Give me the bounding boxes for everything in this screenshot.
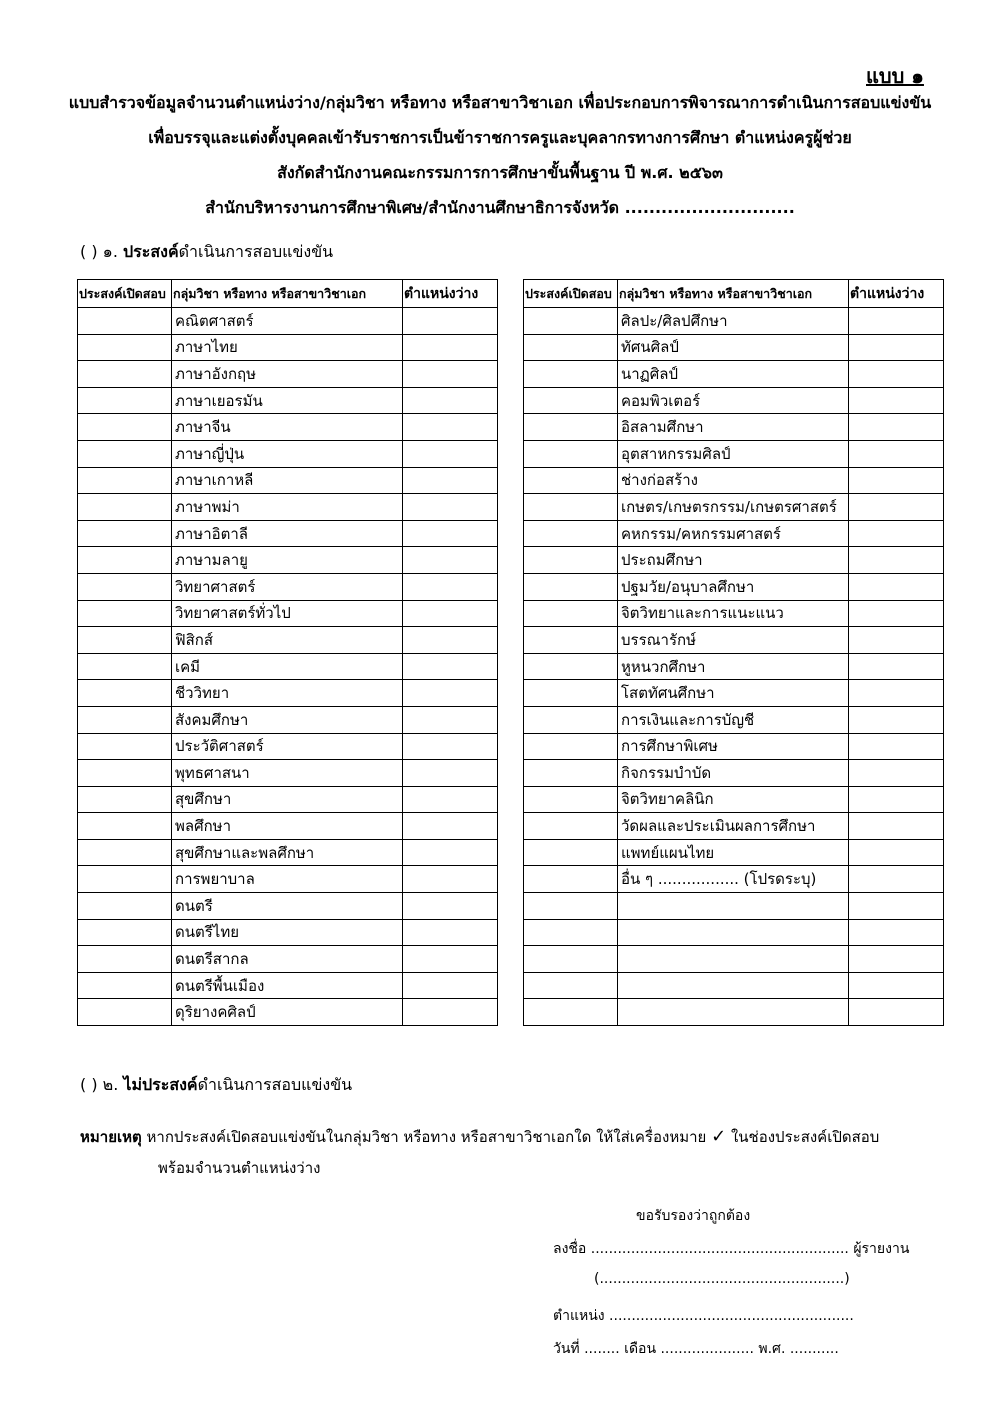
right-table-row <box>524 653 944 680</box>
open-exam-cell[interactable] <box>524 520 618 547</box>
left-table-row <box>78 414 498 441</box>
vacancy-cell[interactable] <box>403 866 498 893</box>
open-exam-cell[interactable] <box>78 760 172 787</box>
subject-cell: การศึกษาพิเศษ <box>618 733 849 760</box>
right-table-row <box>524 786 944 813</box>
vacancy-cell[interactable] <box>849 919 944 946</box>
open-exam-cell[interactable] <box>524 600 618 627</box>
open-exam-cell[interactable] <box>524 706 618 733</box>
vacancy-cell[interactable] <box>403 573 498 600</box>
left-table-row <box>78 334 498 361</box>
vacancy-cell[interactable] <box>403 919 498 946</box>
open-exam-cell[interactable] <box>524 919 618 946</box>
open-exam-cell[interactable] <box>524 972 618 999</box>
right-table-row <box>524 946 944 973</box>
vacancy-cell[interactable] <box>403 361 498 388</box>
subject-cell: ภาษาไทย <box>172 334 403 361</box>
open-exam-cell[interactable] <box>78 813 172 840</box>
open-exam-cell[interactable] <box>78 786 172 813</box>
vacancy-cell[interactable] <box>849 813 944 840</box>
subject-cell: บรรณารักษ์ <box>618 627 849 654</box>
header-line-3: สังกัดสำนักงานคณะกรรมการการศึกษาขั้นพื้นฐาน ปี พ.ศ. ๒๕๖๓ <box>277 163 723 182</box>
subject-cell: พุทธศาสนา <box>172 760 403 787</box>
vacancy-cell[interactable] <box>849 999 944 1026</box>
vacancy-cell[interactable] <box>403 494 498 521</box>
vacancy-cell[interactable] <box>849 520 944 547</box>
open-exam-cell[interactable] <box>524 680 618 707</box>
subject-cell: วิทยาศาสตร์ <box>172 573 403 600</box>
vacancy-cell[interactable] <box>849 440 944 467</box>
open-exam-cell[interactable] <box>78 494 172 521</box>
vacancy-cell[interactable] <box>849 627 944 654</box>
col-vacancy-header: ตำแหน่งว่าง <box>849 280 944 308</box>
subject-cell: ภาษาเกาหลี <box>172 467 403 494</box>
vacancy-cell[interactable] <box>403 946 498 973</box>
vacancy-cell[interactable] <box>403 786 498 813</box>
vacancy-cell[interactable] <box>403 600 498 627</box>
vacancy-cell[interactable] <box>403 999 498 1026</box>
right-subject-table <box>523 279 944 1026</box>
subject-cell: ชีววิทยา <box>172 680 403 707</box>
open-exam-cell[interactable] <box>524 334 618 361</box>
option-2-number: ๒. <box>102 1075 119 1094</box>
subject-cell: วัดผลและประเมินผลการศึกษา <box>618 813 849 840</box>
subject-cell: ดุริยางคศิลป์ <box>172 999 403 1026</box>
right-table-row <box>524 440 944 467</box>
option-2-rest: ดำเนินการสอบแข่งขัน <box>197 1075 353 1094</box>
open-exam-cell[interactable] <box>78 547 172 574</box>
right-table-header <box>524 280 944 308</box>
form-number: แบบ ๑ <box>866 64 924 88</box>
subject-cell: ประถมศึกษา <box>618 547 849 574</box>
left-table-row <box>78 866 498 893</box>
left-table-row <box>78 494 498 521</box>
subject-cell: ภาษาจีน <box>172 414 403 441</box>
vacancy-cell[interactable] <box>849 387 944 414</box>
option-1-number: ๑. <box>102 242 118 261</box>
open-exam-cell[interactable] <box>524 627 618 654</box>
subject-cell: ภาษาญี่ปุ่น <box>172 440 403 467</box>
open-exam-cell[interactable] <box>524 440 618 467</box>
vacancy-cell[interactable] <box>849 893 944 920</box>
vacancy-cell[interactable] <box>849 547 944 574</box>
right-table-row <box>524 547 944 574</box>
subject-cell <box>618 946 849 973</box>
subject-cell: การเงินและการบัญชี <box>618 706 849 733</box>
open-exam-cell[interactable] <box>524 387 618 414</box>
date-line[interactable]: วันที่ ........ เดือน ..................... พ.ศ. ........... <box>553 1341 839 1357</box>
vacancy-cell[interactable] <box>403 467 498 494</box>
left-table-header <box>78 280 498 308</box>
header-line-1: แบบสำรวจข้อมูลจำนวนตำแหน่งว่าง/กลุ่มวิชา หรือทาง หรือสาขาวิชาเอก เพื่อประกอบการพิจารณาการดำเนินการสอบแข่งขัน <box>68 93 932 112</box>
left-table-row <box>78 653 498 680</box>
open-exam-cell[interactable] <box>78 893 172 920</box>
open-exam-cell[interactable] <box>524 813 618 840</box>
note-text-1: หากประสงค์เปิดสอบแข่งขันในกลุ่มวิชา หรือทาง หรือสาขาวิชาเอกใด ให้ใส่เครื่องหมาย <box>146 1128 707 1146</box>
signer-name-line[interactable]: (.......................................................) <box>594 1271 850 1287</box>
left-table-row <box>78 946 498 973</box>
note-label: หมายเหตุ <box>80 1128 142 1146</box>
open-exam-cell[interactable] <box>524 760 618 787</box>
open-exam-cell[interactable] <box>524 999 618 1026</box>
right-table-row <box>524 813 944 840</box>
subject-cell: เคมี <box>172 653 403 680</box>
left-table-row <box>78 600 498 627</box>
right-table-row <box>524 627 944 654</box>
header-line-2: เพื่อบรรจุและแต่งตั้งบุคคลเข้ารับราชการเป็นข้าราชการครูและบุคลากรทางการศึกษา ตำแหน่งครูผู้ช่วย <box>148 128 852 147</box>
position-line[interactable]: ตำแหน่ง ....................................................... <box>553 1308 854 1324</box>
subject-cell: ปฐมวัย/อนุบาลศึกษา <box>618 573 849 600</box>
subject-cell: ภาษามลายู <box>172 547 403 574</box>
open-exam-cell[interactable] <box>78 946 172 973</box>
subject-cell: คหกรรม/คหกรรมศาสตร์ <box>618 520 849 547</box>
left-table-row <box>78 760 498 787</box>
subject-cell: ดนตรี <box>172 893 403 920</box>
open-exam-cell[interactable] <box>78 308 172 335</box>
vacancy-cell[interactable] <box>849 839 944 866</box>
vacancy-cell[interactable] <box>849 600 944 627</box>
vacancy-cell[interactable] <box>849 653 944 680</box>
open-exam-cell[interactable] <box>524 786 618 813</box>
subject-cell: วิทยาศาสตร์ทั่วไป <box>172 600 403 627</box>
right-table-row <box>524 494 944 521</box>
vacancy-cell[interactable] <box>849 760 944 787</box>
subject-cell: ดนตรีพื้นเมือง <box>172 972 403 999</box>
subject-cell: คอมพิวเตอร์ <box>618 387 849 414</box>
right-table-row <box>524 733 944 760</box>
open-exam-cell[interactable] <box>78 387 172 414</box>
option-1-rest: ดำเนินการสอบแข่งขัน <box>178 242 334 261</box>
open-exam-cell[interactable] <box>524 893 618 920</box>
subject-cell: โสตทัศนศึกษา <box>618 680 849 707</box>
subject-cell: จิตวิทยาและการแนะแนว <box>618 600 849 627</box>
vacancy-cell[interactable] <box>403 839 498 866</box>
vacancy-cell[interactable] <box>849 866 944 893</box>
col-subject-header: กลุ่มวิชา หรือทาง หรือสาขาวิชาเอก <box>618 280 849 308</box>
vacancy-cell[interactable] <box>849 706 944 733</box>
open-exam-cell[interactable] <box>524 653 618 680</box>
open-exam-cell[interactable] <box>524 547 618 574</box>
subject-cell <box>618 893 849 920</box>
vacancy-cell[interactable] <box>403 972 498 999</box>
open-exam-cell[interactable] <box>524 733 618 760</box>
subject-cell: แพทย์แผนไทย <box>618 839 849 866</box>
left-table-row <box>78 706 498 733</box>
open-exam-cell[interactable] <box>524 308 618 335</box>
left-table-row <box>78 733 498 760</box>
left-table-row <box>78 893 498 920</box>
vacancy-cell[interactable] <box>849 308 944 335</box>
vacancy-cell[interactable] <box>403 414 498 441</box>
subject-cell: สุขศึกษา <box>172 786 403 813</box>
right-table-row <box>524 600 944 627</box>
vacancy-cell[interactable] <box>849 573 944 600</box>
option-1-bold: ประสงค์ <box>123 242 179 261</box>
open-exam-cell[interactable] <box>524 467 618 494</box>
right-table-row <box>524 706 944 733</box>
vacancy-cell[interactable] <box>403 893 498 920</box>
left-table-row <box>78 440 498 467</box>
open-exam-cell[interactable] <box>78 627 172 654</box>
open-exam-cell[interactable] <box>78 520 172 547</box>
open-exam-cell[interactable] <box>78 972 172 999</box>
vacancy-cell[interactable] <box>849 361 944 388</box>
vacancy-cell[interactable] <box>403 627 498 654</box>
right-table-row <box>524 387 944 414</box>
subject-cell <box>618 919 849 946</box>
subject-cell: สุขศึกษาและพลศึกษา <box>172 839 403 866</box>
right-table-row <box>524 467 944 494</box>
open-exam-cell[interactable] <box>78 653 172 680</box>
open-exam-cell[interactable] <box>78 334 172 361</box>
vacancy-cell[interactable] <box>849 786 944 813</box>
subject-cell: กิจกรรมบำบัด <box>618 760 849 787</box>
left-table-row <box>78 680 498 707</box>
right-table-row <box>524 760 944 787</box>
open-exam-cell[interactable] <box>78 733 172 760</box>
vacancy-cell[interactable] <box>403 680 498 707</box>
vacancy-cell[interactable] <box>849 494 944 521</box>
left-table-row <box>78 467 498 494</box>
col-open-exam-header: ประสงค์เปิดสอบ <box>524 280 618 308</box>
left-subject-table <box>77 279 498 1026</box>
vacancy-cell[interactable] <box>849 946 944 973</box>
subject-cell: หูหนวกศึกษา <box>618 653 849 680</box>
note-line-2: พร้อมจำนวนตำแหน่งว่าง <box>158 1159 321 1177</box>
subject-cell: ดนตรีไทย <box>172 919 403 946</box>
check-mark-icon: ✓ <box>711 1126 727 1147</box>
vacancy-cell[interactable] <box>403 387 498 414</box>
subject-cell: ภาษาอังกฤษ <box>172 361 403 388</box>
subject-cell <box>618 972 849 999</box>
right-table-row <box>524 414 944 441</box>
left-table-row <box>78 308 498 335</box>
option-2-bold: ไม่ประสงค์ <box>123 1075 198 1094</box>
right-table-row <box>524 893 944 920</box>
vacancy-cell[interactable] <box>403 440 498 467</box>
vacancy-cell[interactable] <box>849 733 944 760</box>
open-exam-cell[interactable] <box>78 706 172 733</box>
open-exam-cell[interactable] <box>78 999 172 1026</box>
open-exam-cell[interactable] <box>524 414 618 441</box>
subject-cell: อื่น ๆ ................. (โปรดระบุ) <box>618 866 849 893</box>
right-table-row <box>524 999 944 1026</box>
open-exam-cell[interactable] <box>78 467 172 494</box>
open-exam-cell[interactable] <box>78 680 172 707</box>
open-exam-cell[interactable] <box>524 866 618 893</box>
open-exam-cell[interactable] <box>78 440 172 467</box>
vacancy-cell[interactable] <box>403 334 498 361</box>
vacancy-cell[interactable] <box>403 520 498 547</box>
right-table-row <box>524 308 944 335</box>
subject-cell: สังคมศึกษา <box>172 706 403 733</box>
signature-line[interactable]: ลงชื่อ .......................................................... ผู้รายงาน <box>553 1241 910 1257</box>
subject-cell: คณิตศาสตร์ <box>172 308 403 335</box>
open-exam-cell[interactable] <box>78 361 172 388</box>
vacancy-cell[interactable] <box>403 733 498 760</box>
subject-cell: ภาษาเยอรมัน <box>172 387 403 414</box>
left-table-row <box>78 786 498 813</box>
subject-cell: ภาษาพม่า <box>172 494 403 521</box>
open-exam-cell[interactable] <box>78 573 172 600</box>
left-table-row <box>78 627 498 654</box>
subject-cell: อุตสาหกรรมศิลป์ <box>618 440 849 467</box>
option-1[interactable] <box>80 240 333 265</box>
subject-cell: ศิลปะ/ศิลปศึกษา <box>618 308 849 335</box>
left-table-row <box>78 999 498 1026</box>
subject-cell: อิสลามศึกษา <box>618 414 849 441</box>
vacancy-cell[interactable] <box>403 706 498 733</box>
open-exam-cell[interactable] <box>78 839 172 866</box>
subject-cell: ประวัติศาสตร์ <box>172 733 403 760</box>
option-2-bracket: ( ) <box>80 1075 98 1094</box>
vacancy-cell[interactable] <box>849 467 944 494</box>
open-exam-cell[interactable] <box>524 839 618 866</box>
right-table-row <box>524 839 944 866</box>
subject-cell: ภาษาอิตาลี <box>172 520 403 547</box>
open-exam-cell[interactable] <box>524 361 618 388</box>
subject-cell: ช่างก่อสร้าง <box>618 467 849 494</box>
option-1-bracket: ( ) <box>80 242 98 261</box>
vacancy-cell[interactable] <box>849 414 944 441</box>
vacancy-cell[interactable] <box>403 547 498 574</box>
subject-cell <box>618 999 849 1026</box>
subject-cell: นาฏศิลป์ <box>618 361 849 388</box>
left-table-row <box>78 919 498 946</box>
vacancy-cell[interactable] <box>849 680 944 707</box>
note-text-2: ในช่องประสงค์เปิดสอบ <box>730 1128 880 1146</box>
open-exam-cell[interactable] <box>78 919 172 946</box>
col-subject-header: กลุ่มวิชา หรือทาง หรือสาขาวิชาเอก <box>172 280 403 308</box>
subject-cell: ทัศนศิลป์ <box>618 334 849 361</box>
vacancy-cell[interactable] <box>403 760 498 787</box>
col-open-exam-header: ประสงค์เปิดสอบ <box>78 280 172 308</box>
subject-cell: ดนตรีสากล <box>172 946 403 973</box>
open-exam-cell[interactable] <box>78 866 172 893</box>
right-table-row <box>524 573 944 600</box>
col-vacancy-header: ตำแหน่งว่าง <box>403 280 498 308</box>
open-exam-cell[interactable] <box>524 946 618 973</box>
right-table-row <box>524 361 944 388</box>
right-table-row <box>524 680 944 707</box>
note-line-1 <box>80 1125 879 1149</box>
vacancy-cell[interactable] <box>403 653 498 680</box>
option-2[interactable] <box>80 1073 352 1098</box>
vacancy-cell[interactable] <box>849 334 944 361</box>
open-exam-cell[interactable] <box>78 414 172 441</box>
right-table-row <box>524 520 944 547</box>
right-table-row <box>524 334 944 361</box>
subject-cell: การพยาบาล <box>172 866 403 893</box>
certify-text: ขอรับรองว่าถูกต้อง <box>636 1208 751 1224</box>
open-exam-cell[interactable] <box>524 494 618 521</box>
vacancy-cell[interactable] <box>403 308 498 335</box>
left-table-row <box>78 361 498 388</box>
left-table-row <box>78 387 498 414</box>
left-table-row <box>78 520 498 547</box>
open-exam-cell[interactable] <box>524 573 618 600</box>
right-table-row <box>524 866 944 893</box>
right-table-row <box>524 919 944 946</box>
left-table-row <box>78 547 498 574</box>
right-table-row <box>524 972 944 999</box>
left-table-row <box>78 573 498 600</box>
left-table-row <box>78 813 498 840</box>
subject-cell: พลศึกษา <box>172 813 403 840</box>
subject-cell: เกษตร/เกษตรกรรม/เกษตรศาสตร์ <box>618 494 849 521</box>
left-table-row <box>78 972 498 999</box>
subject-cell: จิตวิทยาคลินิก <box>618 786 849 813</box>
subject-cell: ฟิสิกส์ <box>172 627 403 654</box>
left-table-row <box>78 839 498 866</box>
vacancy-cell[interactable] <box>849 972 944 999</box>
open-exam-cell[interactable] <box>78 600 172 627</box>
header-line-4: สำนักบริหารงานการศึกษาพิเศษ/สำนักงานศึกษาธิการจังหวัด ............................ <box>205 198 795 217</box>
vacancy-cell[interactable] <box>403 813 498 840</box>
